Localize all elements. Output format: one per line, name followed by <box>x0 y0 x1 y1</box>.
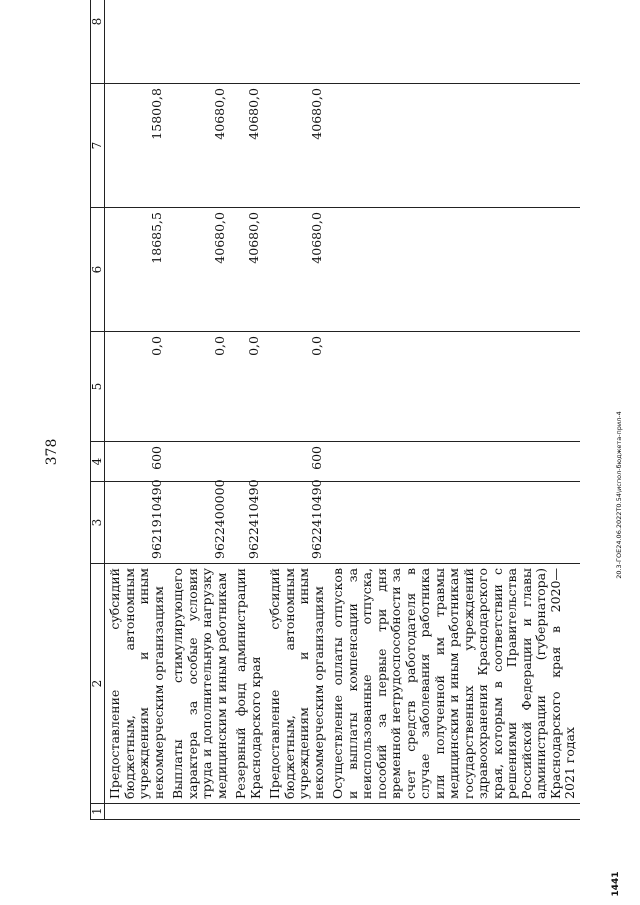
cell-target-article: 9622410490 <box>231 482 265 564</box>
cell-expense-type <box>168 442 231 482</box>
table-header-row <box>91 0 105 820</box>
cell-blank <box>328 804 580 820</box>
cell-expense-type <box>328 442 580 482</box>
cell-blank <box>265 804 328 820</box>
cell-approved: 0,0 <box>265 332 328 442</box>
sheet-number-mark: 1441 <box>611 871 621 897</box>
cell-expense-type: 600 <box>265 442 328 482</box>
column-header: 2 <box>91 564 105 804</box>
cell-blank <box>105 804 169 820</box>
document-footer-code: 20.3-ГОЕ24.06.2022Т0.54\испол-бюджета-прил-4 <box>615 411 623 579</box>
column-header: 7 <box>91 84 105 208</box>
column-header: 6 <box>91 208 105 332</box>
cell-refined-plan: 18685,5 <box>105 208 169 332</box>
cell-refined-plan <box>328 208 580 332</box>
cell-percent <box>168 0 231 84</box>
cell-percent <box>265 0 328 84</box>
table-row <box>231 0 265 820</box>
cell-executed: 15800,8 <box>105 84 169 208</box>
cell-approved: 0,0 <box>168 332 231 442</box>
table-row <box>265 0 328 820</box>
cell-refined-plan: 40680,0 <box>231 208 265 332</box>
cell-target-article: 9622400000 <box>168 482 231 564</box>
cell-executed: 40680,0 <box>231 84 265 208</box>
table-row <box>105 0 169 820</box>
cell-approved: 0,0 <box>231 332 265 442</box>
column-header: 8 <box>91 0 105 84</box>
column-header: 1 <box>91 804 105 820</box>
cell-target-article: 9621910490 <box>105 482 169 564</box>
cell-refined-plan: 40680,0 <box>168 208 231 332</box>
cell-approved: 0,0 <box>105 332 169 442</box>
cell-description: Резервный фонд администрации Краснодарского края <box>231 564 265 804</box>
cell-percent <box>105 0 169 84</box>
budget-table <box>90 0 580 820</box>
cell-percent <box>328 0 580 84</box>
cell-target-article: 9622410490 <box>265 482 328 564</box>
budget-table-rotated <box>90 0 577 820</box>
table-row <box>168 0 231 820</box>
cell-refined-plan: 40680,0 <box>265 208 328 332</box>
column-header: 5 <box>91 332 105 442</box>
cell-description: Осуществление оплаты отпусков и выплаты компенсации за неиспользованные отпуска, пособий за первые три дня временной нетрудоспособности за счет средств работодателя в случае заболевания работника или полученной им травмы медицинским и иным работникам государственных учреждений здравоохранения Краснодарского края, которым в соответствии с решениями Правительства Российской Федерации и главы администрации (губернатора) Краснодарского края в 2020—2021 годах <box>328 564 580 804</box>
cell-description: Предоставление субсидий бюджетным, автономным учреждениям и иным некоммерческим организациям <box>105 564 169 804</box>
cell-expense-type <box>231 442 265 482</box>
cell-description: Выплаты стимулирующего характера за особые условия труда и дополнительную нагрузку медицинским и иным работникам <box>168 564 231 804</box>
cell-executed: 40680,0 <box>265 84 328 208</box>
page-number: 378 <box>44 438 60 466</box>
cell-percent <box>231 0 265 84</box>
cell-blank <box>168 804 231 820</box>
column-header: 4 <box>91 442 105 482</box>
cell-expense-type: 600 <box>105 442 169 482</box>
cell-blank <box>231 804 265 820</box>
cell-executed: 40680,0 <box>168 84 231 208</box>
column-header: 3 <box>91 482 105 564</box>
cell-description: Предоставление субсидий бюджетным, автономным учреждениям и иным некоммерческим организациям <box>265 564 328 804</box>
cell-approved <box>328 332 580 442</box>
cell-executed <box>328 84 580 208</box>
table-row <box>328 0 580 820</box>
cell-target-article <box>328 482 580 564</box>
